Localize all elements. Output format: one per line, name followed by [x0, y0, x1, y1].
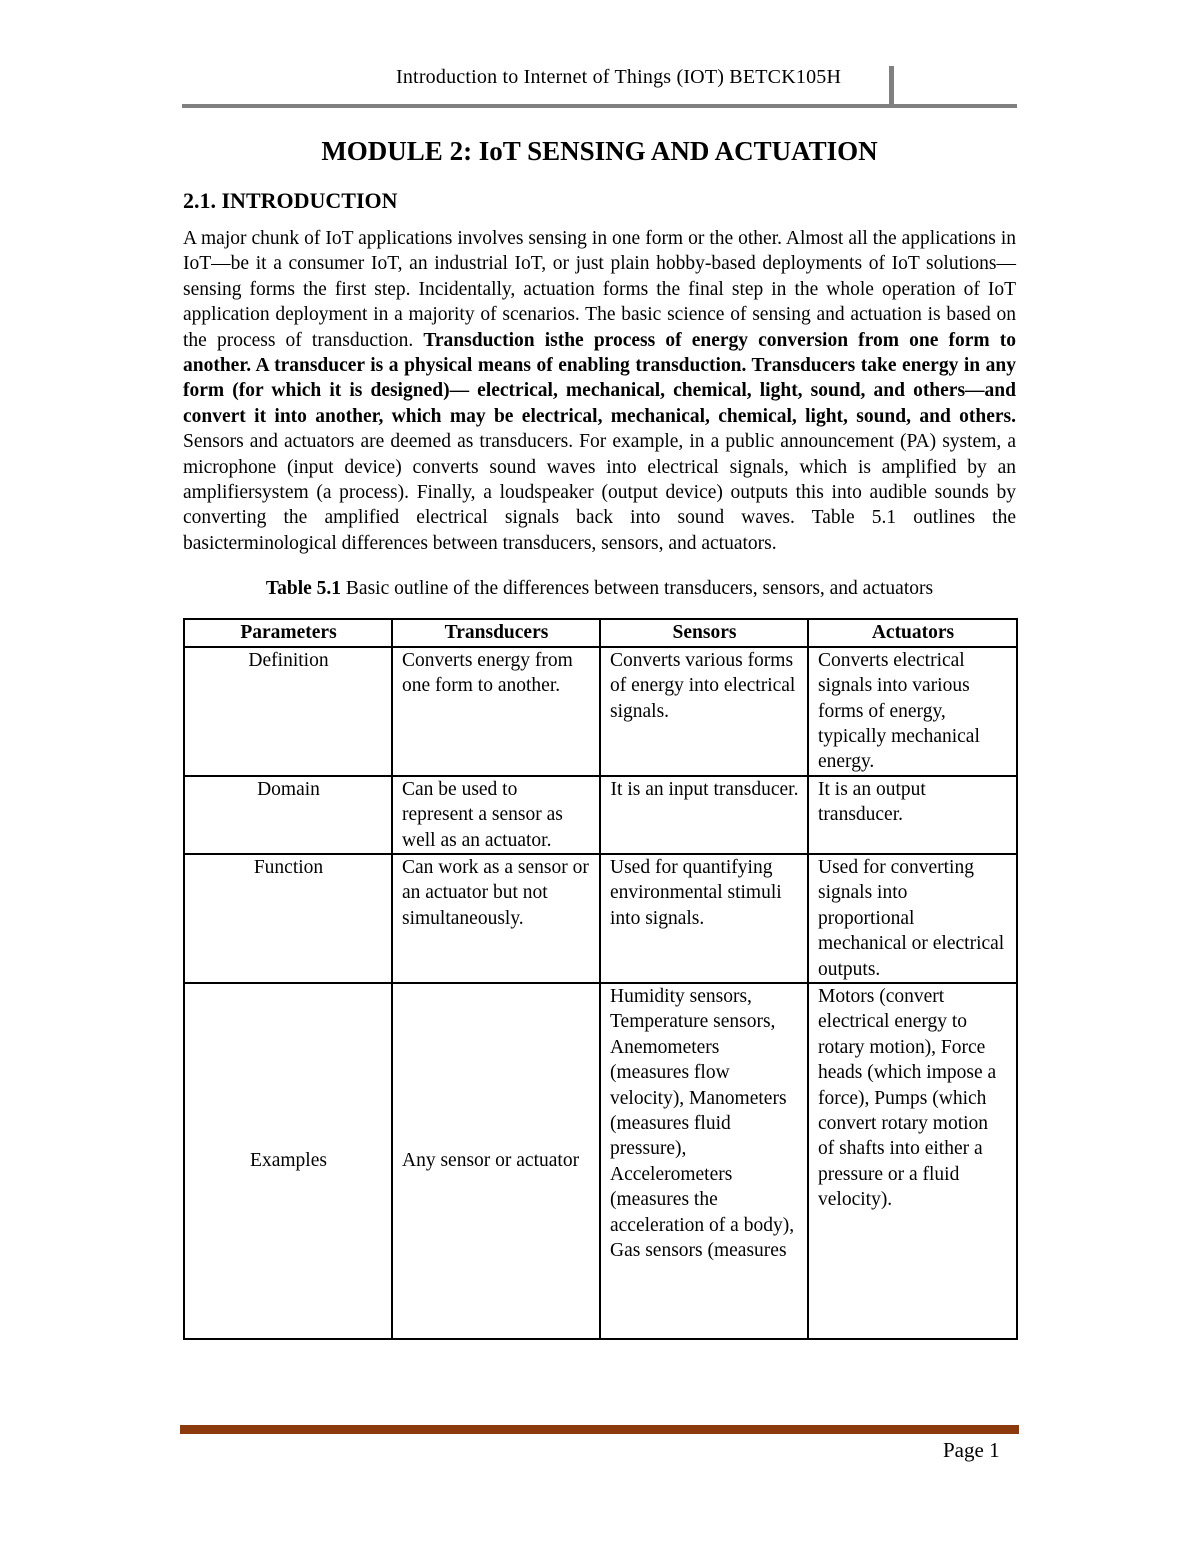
row-actuators-cell: Used for converting signals into proportional mechanical or electrical outputs.	[808, 854, 1017, 983]
header-actuators: Actuators	[808, 619, 1017, 646]
page-number: Page 1	[943, 1438, 1000, 1462]
footer-rule	[180, 1425, 1019, 1434]
page-content	[183, 134, 1016, 1340]
intro-bold-definition: Transduction isthe process of energy conversion from one form to another. A transducer is a physical means of enabling transduction. Transducers take energy in any form (for which it is designed)— electrical, mechanical, chemical, light, sound, and others—and convert it into another, which may be electrical, mechanical, chemical, light, sound, and others.	[183, 329, 1016, 427]
row-sensors-cell: Used for quantifying environmental stimuli into signals.	[600, 854, 808, 983]
row-actuators-cell: Converts electrical signals into various forms of energy, typically mechanical energy.	[808, 647, 1017, 776]
table-caption-text: Basic outline of the differences between transducers, sensors, and actuators	[341, 578, 934, 600]
row-transducers-cell: Any sensor or actuator	[392, 983, 600, 1339]
intro-text-2: Sensors and actuators are deemed as transducers. For example, in a public announcement (PA) system, a microphone (input device) converts sound waves into electrical signals, which is amplified by an amplifiersystem (a process). Finally, a loudspeaker (output device) outputs this into audible sounds by converting the amplified electrical signals back into sound waves. Table 5.1 outlines the basicterminological differences between transducers, sensors, and actuators.	[183, 431, 1016, 554]
row-parameter: Domain	[184, 776, 392, 854]
row-transducers-cell: Can be used to represent a sensor as well as an actuator.	[392, 776, 600, 854]
row-actuators-cell: It is an output transducer.	[808, 776, 1017, 854]
table-row	[184, 647, 1017, 776]
row-parameter: Definition	[184, 647, 392, 776]
header-parameters: Parameters	[184, 619, 392, 646]
section-title: 2.1. INTRODUCTION	[183, 188, 398, 213]
header-transducers: Transducers	[392, 619, 600, 646]
table-row	[184, 776, 1017, 854]
row-sensors-cell: Converts various forms of energy into electrical signals.	[600, 647, 808, 776]
header-rule	[182, 104, 1017, 108]
row-sensors-cell: Humidity sensors, Temperature sensors, Anemometers (measures flow velocity), Manometers (measures fluid pressure), Accelerometers (measures the acceleration of a body), Gas sensors (measures	[600, 983, 808, 1339]
header-vertical-bar	[889, 66, 894, 106]
intro-text-1: A major chunk of IoT applications involves sensing in one form or the other. Almost all the applications in IoT—be it a consumer IoT, an industrial IoT, or just plain hobby-based deployments of IoT solutions—sensing forms the first step. Incidentally, actuation forms the final step in the whole operation of IoT application deployment in a majority of scenarios. The basic science of sensing and actuation is based on the process of transduction.	[183, 228, 1016, 351]
comparison-table	[183, 618, 1018, 1340]
running-header: Introduction to Internet of Things (IOT) BETCK105H	[396, 66, 842, 88]
table-caption	[183, 576, 1016, 602]
row-transducers-cell: Converts energy from one form to another.	[392, 647, 600, 776]
row-actuators-cell: Motors (convert electrical energy to rotary motion), Force heads (which impose a force), Pumps (which convert rotary motion of shafts into either a pressure or a fluid velocity).	[808, 983, 1017, 1339]
row-sensors-cell: It is an input transducer.	[600, 776, 808, 854]
table-row	[184, 854, 1017, 983]
row-parameter: Function	[184, 854, 392, 983]
table-header-row	[184, 619, 1017, 646]
table-caption-label: Table 5.1	[265, 578, 342, 600]
row-parameter: Examples	[184, 983, 392, 1339]
header-sensors: Sensors	[600, 619, 808, 646]
intro-paragraph	[183, 226, 1016, 556]
table-row	[184, 983, 1017, 1339]
module-title: MODULE 2: IoT SENSING AND ACTUATION	[321, 136, 878, 166]
row-transducers-cell: Can work as a sensor or an actuator but not simultaneously.	[392, 854, 600, 983]
